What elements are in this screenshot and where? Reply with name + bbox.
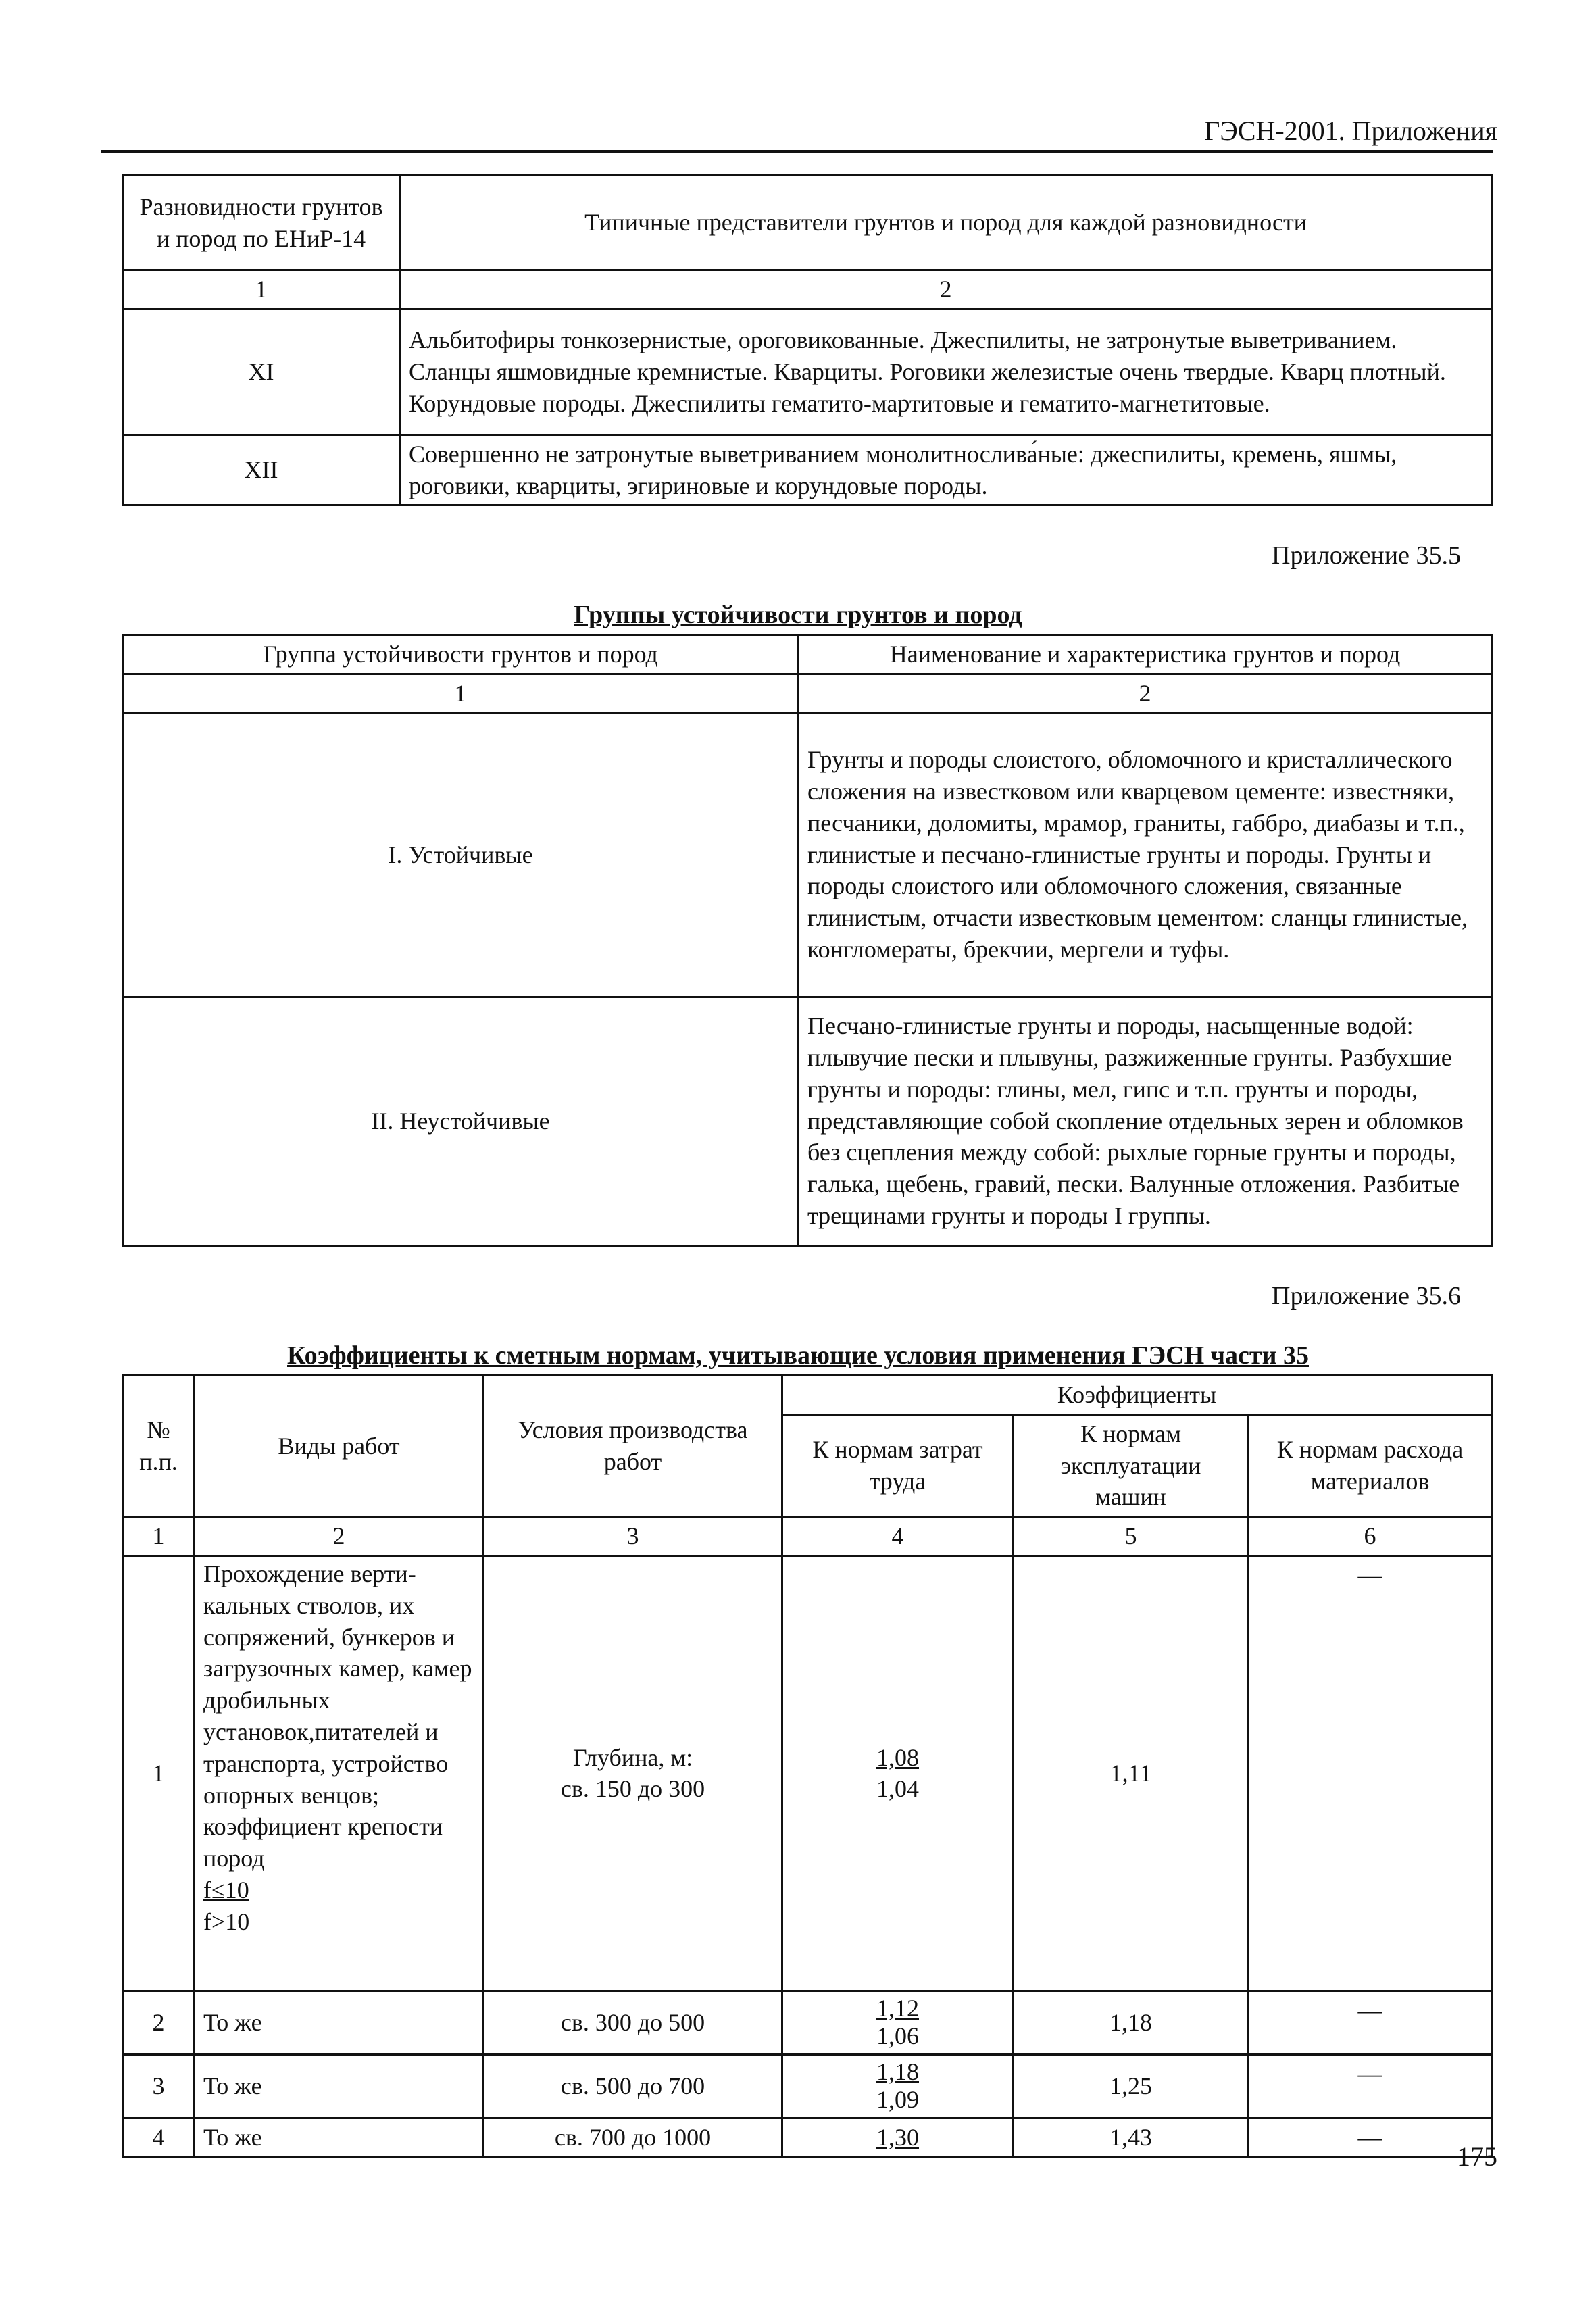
t3-labor-cell	[782, 2054, 1014, 2118]
t3-machines-cell: 1,25	[1014, 2054, 1249, 2118]
t3-cond-value: св. 150 до 300	[560, 1775, 705, 1803]
t1-colnum-2: 2	[400, 270, 1492, 309]
t3-works-cell: То же	[195, 2054, 484, 2118]
t3-conditions-cell	[484, 1555, 782, 1991]
t1-description: Альбитофиры тонкозернистые, ороговикованные. Джеспилиты, не затронутые выветриванием. Сланцы яшмовидные кремнистые. Кварциты. Роговики железистые очень твердые. Кварц плотный. Корундовые породы. Джеспилиты гематито-мартитовые и гематито-магнетитовые.	[400, 309, 1492, 434]
t2-header-col1: Группа устойчивости грунтов и пород	[123, 635, 799, 674]
t1-category: XII	[123, 434, 400, 505]
t3-row-num: 3	[123, 2054, 195, 2118]
t3-cond-label: Глубина, м:	[572, 1743, 693, 1771]
table-row	[123, 997, 1492, 1245]
t3-header-machines: К нормам эксплуатации машин	[1014, 1414, 1249, 1516]
t3-f-condition-1: f≤10	[203, 1876, 249, 1903]
t2-description: Грунты и породы слоистого, обломочного и кристаллического сложения на известковом или кварцевом цементе: известняки, песчаники, доломиты, мрамор, граниты, габбро, диабазы и т.п., глинистые и песчано-глинистые грунты и породы. Грунты и породы слоистого или обломочного сложения, связанные глинистым, отчасти известковым цементом: сланцы глинистые, конгломераты, брекчии, мергели и туфы.	[799, 713, 1492, 997]
t3-colnum-3: 3	[484, 1517, 782, 1556]
coefficients-table	[122, 1374, 1493, 2158]
t3-materials-cell: —	[1249, 1555, 1492, 1991]
t1-header-col1: Разновидности грунтов и пород по ЕНиР-14	[123, 176, 400, 270]
running-header: ГЭСН-2001. Приложения	[1204, 116, 1497, 146]
t3-works-cell	[195, 1555, 484, 1991]
t3-machines-cell: 1,43	[1014, 2118, 1249, 2157]
t3-conditions-cell: св. 700 до 1000	[484, 2118, 782, 2157]
t3-works-text: Прохождение верти-кальных стволов, их сопряжений, бункеров и загрузочных камер, камер дробильных установок,питателей и транспорта, устройство опорных венцов; коэффициент крепости пород	[203, 1560, 472, 1872]
t3-conditions-cell: св. 300 до 500	[484, 1991, 782, 2054]
stability-groups-table	[122, 634, 1493, 1247]
t3-colnum-1: 1	[123, 1517, 195, 1556]
t3-header-labor: К нормам затрат труда	[782, 1414, 1014, 1516]
t3-labor-cell	[782, 2118, 1014, 2157]
t3-colnum-5: 5	[1014, 1517, 1249, 1556]
t3-colnum-2: 2	[195, 1517, 484, 1556]
t3-header-conditions: Условия производства работ	[484, 1376, 782, 1517]
t3-machines-cell: 1,11	[1014, 1555, 1249, 1991]
table-row	[123, 309, 1492, 434]
t3-f-condition-2: f>10	[203, 1908, 250, 1935]
t3-labor-cell	[782, 1555, 1014, 1991]
t3-materials-cell: —	[1249, 2054, 1492, 2118]
t3-row-num: 4	[123, 2118, 195, 2157]
t3-works-cell: То же	[195, 1991, 484, 2054]
t3-row-num: 2	[123, 1991, 195, 2054]
t3-header-num: № п.п.	[123, 1376, 195, 1517]
t3-machines-cell: 1,18	[1014, 1991, 1249, 2054]
t3-labor-top: 1,18	[876, 2058, 919, 2085]
t2-group: II. Неустойчивые	[123, 997, 799, 1245]
soil-varieties-table	[122, 174, 1493, 506]
table-row	[123, 2118, 1492, 2157]
t3-materials-cell: —	[1249, 2118, 1492, 2157]
table-row	[123, 1555, 1492, 1991]
table-row	[123, 434, 1492, 505]
t3-header-materials: К нормам расхода материалов	[1249, 1414, 1492, 1516]
appendix-35-6-title: Коэффициенты к сметным нормам, учитывающие условия применения ГЭСН части 35	[287, 1341, 1309, 1370]
t3-labor-cell	[782, 1991, 1014, 2054]
appendix-35-5-title: Группы устойчивости грунтов и пород	[574, 601, 1022, 629]
t3-colnum-6: 6	[1249, 1517, 1492, 1556]
t2-group: I. Устойчивые	[123, 713, 799, 997]
t3-labor-bottom: 1,06	[876, 2022, 919, 2050]
t1-header-col2: Типичные представители грунтов и пород для каждой разновидности	[400, 176, 1492, 270]
t3-labor-bottom: 1,04	[876, 1775, 919, 1803]
header-rule	[101, 150, 1493, 153]
table-row	[123, 2054, 1492, 2118]
t3-labor-top: 1,30	[876, 2123, 919, 2151]
t3-labor-top: 1,08	[876, 1743, 919, 1771]
t3-conditions-cell: св. 500 до 700	[484, 2054, 782, 2118]
t3-colnum-4: 4	[782, 1517, 1014, 1556]
t3-header-coefficients: Коэффициенты	[782, 1376, 1492, 1415]
t3-works-cell: То же	[195, 2118, 484, 2157]
t2-description: Песчано-глинистые грунты и породы, насыщенные водой: плывучие пески и плывуны, разжиженные грунты. Разбухшие грунты и породы: глины, мел, гипс и т.п. грунты и породы, представляющие собой скопление отдельных зерен и обломков без сцепления между собой: рыхлые горные грунты и породы, галька, щебень, гравий, пески. Валунные отложения. Разбитые трещинами грунты и породы I группы.	[799, 997, 1492, 1245]
t3-labor-bottom: 1,09	[876, 2086, 919, 2114]
t3-materials-cell: —	[1249, 1991, 1492, 2054]
t2-colnum-2: 2	[799, 674, 1492, 713]
t3-labor-top: 1,12	[876, 1994, 919, 2022]
appendix-35-6-label: Приложение 35.6	[1272, 1282, 1461, 1310]
t1-colnum-1: 1	[123, 270, 400, 309]
table-row	[123, 713, 1492, 997]
t2-header-col2: Наименование и характеристика грунтов и пород	[799, 635, 1492, 674]
t3-row-num: 1	[123, 1555, 195, 1991]
page-number: 175	[1457, 2141, 1497, 2172]
appendix-35-5-label: Приложение 35.5	[1272, 541, 1461, 570]
t1-category: XI	[123, 309, 400, 434]
t3-header-works: Виды работ	[195, 1376, 484, 1517]
table-row	[123, 1991, 1492, 2054]
t2-colnum-1: 1	[123, 674, 799, 713]
t1-description: Совершенно не затронутые выветриванием монолитнослива́ные: джеспилиты, кремень, яшмы, роговики, кварциты, эгириновые и корундовые породы.	[400, 434, 1492, 505]
